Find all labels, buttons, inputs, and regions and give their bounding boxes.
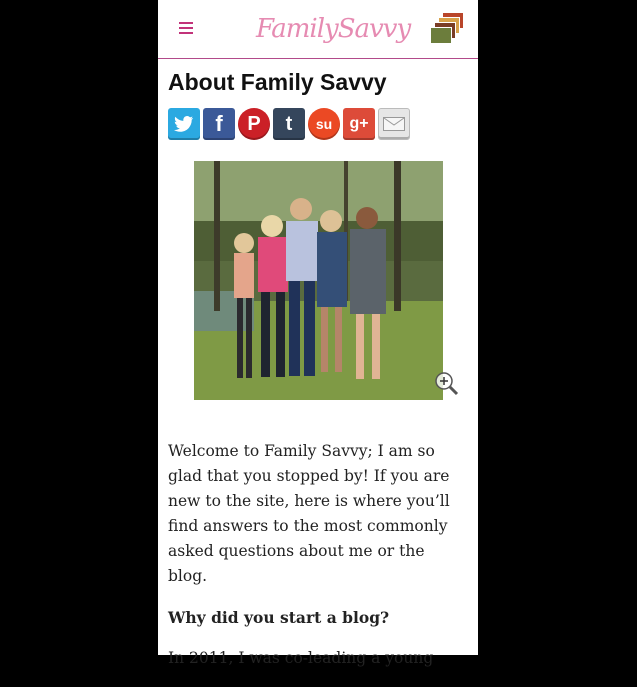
site-logo[interactable]: FamilySavvy [256,14,411,44]
twitter-share-button[interactable] [168,108,200,140]
family-photo[interactable] [194,161,443,400]
tumblr-share-button[interactable] [273,108,305,140]
email-icon [383,117,405,131]
recent-posts-stack-icon[interactable] [430,12,464,44]
email-share-button[interactable] [378,108,410,140]
tumblr-icon: t [285,112,293,135]
facebook-share-button[interactable] [203,108,235,140]
faq-answer: In 2011, I was co-leading a young [168,649,434,667]
faq-question: Why did you start a blog? [168,608,390,627]
stumbleupon-icon: su [315,116,333,132]
zoom-in-magnifier-icon[interactable] [434,371,458,395]
facebook-icon: f [215,111,223,136]
page [158,0,478,667]
stumbleupon-share-button[interactable] [308,108,340,140]
family-photo-image [194,161,443,400]
page-title: About Family Savvy [168,69,387,95]
google-plus-share-button[interactable] [343,108,375,140]
google-plus-icon: g+ [349,115,369,132]
hamburger-menu-icon[interactable] [179,22,193,34]
twitter-icon [174,116,194,132]
article-body [168,439,468,687]
top-navigation-bar [158,0,478,59]
pinterest-share-button[interactable] [238,108,270,140]
intro-paragraph: Welcome to Family Savvy; I am so glad that you stopped by! If you are new to the site, here is where you’ll find answers to the most commonly asked questions about me or the blog. [168,442,450,585]
pinterest-icon: P [247,112,261,135]
